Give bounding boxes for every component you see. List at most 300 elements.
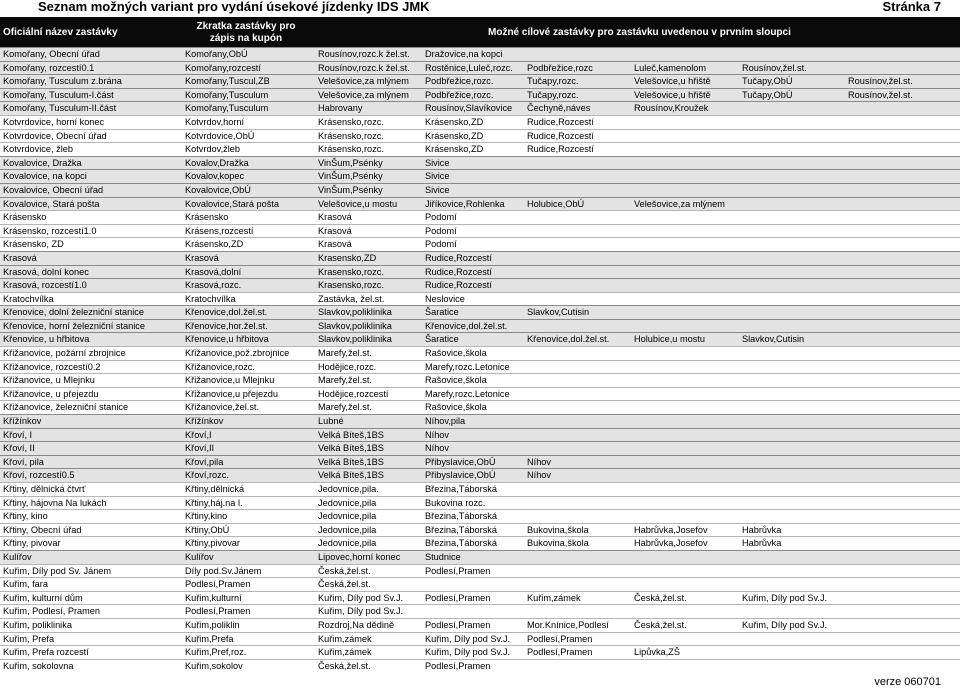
destination-cell [631,224,739,238]
destination-cell: Velešovice,za mlýnem [315,75,422,89]
destination-cell [631,387,739,401]
destination-cell [845,360,960,374]
destination-cell: Tučapy,rozc. [524,88,631,102]
destination-cell: Podlesí,Pramen [422,618,524,632]
destination-cell: Slavkov,poliklinika [315,306,422,320]
table-row [0,483,960,497]
destination-cell [631,347,739,361]
destination-cell: VinŠum,Psénky [315,170,422,184]
table-row [0,129,960,143]
stop-abbrev-cell: Díly pod.Sv.Jánem [182,564,315,578]
destination-cell: Habrůvka [739,523,845,537]
destination-cell [845,550,960,564]
destination-cell [524,496,631,510]
stop-name-cell: Křoví, rozcestí0.5 [0,469,182,483]
destination-cell: Kuřim, Díly pod Sv.J. [739,618,845,632]
destination-cell: Březina,Táborská [422,483,524,497]
destination-cell [631,211,739,225]
destination-cell: Slavkov,poliklinika [315,333,422,347]
destination-cell [845,632,960,646]
stop-abbrev-cell: Kovalovice,Stará pošta [182,197,315,211]
destination-cell [631,632,739,646]
destination-cell [845,646,960,660]
destination-cell [739,279,845,293]
stop-name-cell: Kotvrdovice, horní konec [0,115,182,129]
destination-cell [845,238,960,252]
table-row [0,415,960,429]
destination-cell [631,265,739,279]
version-label: verze 060701 [874,676,941,688]
destination-cell: Habrovany [315,102,422,116]
stop-abbrev-cell: Podlesí,Pramen [182,578,315,592]
destination-cell [631,510,739,524]
stop-name-cell: Křenovice, horní železniční stanice [0,319,182,333]
destination-cell [739,510,845,524]
stop-name-cell: Kotvrdovice, Obecní úřad [0,129,182,143]
stop-abbrev-cell: Křenovice,hor.žel.st. [182,319,315,333]
table-row [0,496,960,510]
destination-cell: Česká,žel.st. [315,659,422,672]
destination-cell: Tučapy,rozc. [524,75,631,89]
stop-name-cell: Krasová, dolní konec [0,265,182,279]
destination-cell [845,387,960,401]
destination-cell: Slavkov,Cutisin [524,306,631,320]
destination-cell [845,605,960,619]
table-row [0,537,960,551]
destination-cell [845,347,960,361]
destination-cell: Neslovice [422,292,524,306]
destination-cell [739,306,845,320]
stop-abbrev-cell: Komořany,rozcestí [182,61,315,75]
destination-cell [631,183,739,197]
stop-abbrev-cell: Křtiny,dělnická [182,483,315,497]
destination-cell [524,224,631,238]
destination-cell [845,197,960,211]
stop-abbrev-cell: Kovalov,Dražka [182,156,315,170]
destination-cell: Křenovice,dol.žel.st. [524,333,631,347]
stops-table [0,47,960,672]
destination-cell: Krasensko,rozc. [315,265,422,279]
destination-cell: Dražovice,na kopci [422,48,524,62]
stop-name-cell: Křižanovice, u přejezdu [0,387,182,401]
destination-cell: Holubice,ObÚ [524,197,631,211]
destination-cell: Rousínov,žel.st. [845,75,960,89]
destination-cell: VinŠum,Psénky [315,183,422,197]
destination-cell: Podomí [422,238,524,252]
stop-abbrev-cell: Komořany,Tusculum [182,102,315,116]
destination-cell: Podlesí,Pramen [422,591,524,605]
stop-abbrev-cell: Kovalov,kopec [182,170,315,184]
destination-cell: Jedovnice,pila. [315,483,422,497]
stop-abbrev-cell: Křižanovice,rozc. [182,360,315,374]
destination-cell: Velká Bíteš,1BS [315,455,422,469]
destination-cell [845,415,960,429]
stop-name-cell: Kuřim, Podlesí, Pramen [0,605,182,619]
destination-cell [524,510,631,524]
destination-cell [845,523,960,537]
destination-cell: Lipovec,horní konec [315,550,422,564]
stop-abbrev-cell: Komořany,ObÚ [182,48,315,62]
destination-cell [524,550,631,564]
destination-cell: Bukovina,škola [524,523,631,537]
stop-abbrev-cell: Krasová,rozc. [182,279,315,293]
destination-cell [739,292,845,306]
destination-cell: Krásensko,rozc. [315,143,422,157]
destination-cell [739,387,845,401]
destination-cell: Kuřim, Díly pod Sv.J. [422,646,524,660]
page-title: Seznam možných variant pro vydání úsekové jízdenky IDS JMK [38,0,430,14]
destination-cell: Slavkov,Cutisin [739,333,845,347]
stop-abbrev-cell: Křížínkov [182,415,315,429]
table-row [0,156,960,170]
destination-cell: Bukovina rozc. [422,496,524,510]
destination-cell [845,251,960,265]
destination-cell: Přibyslavice,ObÚ [422,455,524,469]
page-number: Stránka 7 [882,0,941,14]
destination-cell: Holubice,u mostu [631,333,739,347]
destination-cell [739,183,845,197]
stop-name-cell: Křtiny, pivovar [0,537,182,551]
destination-cell [631,306,739,320]
destination-cell [739,102,845,116]
destination-cell [524,48,631,62]
destination-cell: Rašovice,škola [422,374,524,388]
destination-cell: Šaratice [422,306,524,320]
table-row [0,387,960,401]
destination-cell [739,360,845,374]
destination-cell: Velká Bíteš,1BS [315,469,422,483]
stop-abbrev-cell: Křoví,I [182,428,315,442]
table-header [0,17,960,47]
stop-name-cell: Křtiny, kino [0,510,182,524]
destination-cell [739,143,845,157]
destination-cell: Krásensko,rozc. [315,129,422,143]
stop-name-cell: Krásensko [0,211,182,225]
stop-abbrev-cell: Krásensko,ZD [182,238,315,252]
table-row [0,306,960,320]
destination-cell: Velká Bíteš,1BS [315,442,422,456]
destination-cell: Rousínov,žel.st. [845,88,960,102]
stop-name-cell: Křoví, I [0,428,182,442]
destination-cell: Podbřežice,rozc [524,61,631,75]
destination-cell: Slavkov,poliklinika [315,319,422,333]
destination-cell: Sivice [422,170,524,184]
destination-cell [845,224,960,238]
destination-cell [739,455,845,469]
destination-cell: Sivice [422,156,524,170]
destination-cell [845,279,960,293]
table-row [0,523,960,537]
destination-cell: Habrůvka,Josefov [631,537,739,551]
destination-cell [739,224,845,238]
destination-cell [845,48,960,62]
table-row [0,442,960,456]
destination-cell [845,483,960,497]
destination-cell [739,605,845,619]
table-row [0,224,960,238]
destination-cell [631,156,739,170]
destination-cell: Habrůvka [739,537,845,551]
stop-name-cell: Křtiny, Obecní úřad [0,523,182,537]
destination-cell [524,578,631,592]
destination-cell: Marefy,rozc.Letonice [422,360,524,374]
stop-name-cell: Kuřim, poliklinika [0,618,182,632]
destination-cell: Marefy,žel.st. [315,374,422,388]
destination-cell [524,347,631,361]
stop-name-cell: Kovalovice, Stará pošta [0,197,182,211]
destination-cell [524,415,631,429]
stop-abbrev-cell: Křižanovice,pož.zbrojnice [182,347,315,361]
destination-cell [631,550,739,564]
destination-cell: Velešovice,za mlýnem [315,88,422,102]
stop-abbrev-cell: Křtiny,kino [182,510,315,524]
stop-name-cell: Kuřim, Díly pod Sv. Jánem [0,564,182,578]
stop-abbrev-cell: Křižanovice,žel.st. [182,401,315,415]
destination-cell: Hodějice,rozcestí [315,387,422,401]
destination-cell: Velká Bíteš,1BS [315,428,422,442]
destination-cell: Kuřim,zámek [524,591,631,605]
stop-abbrev-cell: Kotvrdovice,ObÚ [182,129,315,143]
destination-cell: Hodějice,rozc. [315,360,422,374]
destination-cell [739,496,845,510]
stop-name-cell: Křenovice, dolní železniční stanice [0,306,182,320]
table-row [0,646,960,660]
destination-cell [845,170,960,184]
destination-cell: Marefy,žel.st. [315,401,422,415]
stop-name-cell: Křoví, pila [0,455,182,469]
destination-cell: Čechyně,náves [524,102,631,116]
destination-cell [739,483,845,497]
destination-cell: Marefy,žel.st. [315,347,422,361]
destination-cell: Marefy,rozc.Letonice [422,387,524,401]
destination-cell [631,659,739,672]
destination-cell: Krásensko,ZD [422,129,524,143]
stop-name-cell: Kovalovice, Dražka [0,156,182,170]
destination-cell: Kuřim, Díly pod Sv.J. [739,591,845,605]
destination-cell [524,401,631,415]
destination-cell: Níhov,pila [422,415,524,429]
destination-cell: Mor.Knínice,Podlesí [524,618,631,632]
destination-cell [845,469,960,483]
destination-cell [845,578,960,592]
destination-cell [739,442,845,456]
destination-cell [739,347,845,361]
stop-name-cell: Komořany, Tusculum-I.část [0,88,182,102]
destination-cell [631,605,739,619]
table-row [0,455,960,469]
table-row [0,48,960,62]
destination-cell: Luleč,kamenolom [631,61,739,75]
destination-cell [739,646,845,660]
destination-cell: Rousínov,žel.st. [739,61,845,75]
destination-cell [524,564,631,578]
destination-cell: Přibyslavice,ObÚ [422,469,524,483]
destination-cell: Rousínov,Kroužek [631,102,739,116]
destination-cell [739,115,845,129]
destination-cell: Tučapy,ObÚ [739,75,845,89]
destination-cell: VinŠum,Psénky [315,156,422,170]
destination-cell [524,360,631,374]
destination-cell: Zastávka, žel.st. [315,292,422,306]
destination-cell: Rašovice,škola [422,347,524,361]
stop-name-cell: Křižanovice, u Mlejnku [0,374,182,388]
stop-abbrev-cell: Kratochvílka [182,292,315,306]
destination-cell: Níhov [524,469,631,483]
destination-cell [845,183,960,197]
destination-cell [631,428,739,442]
stop-abbrev-cell: Křenovice,dol.žel.st. [182,306,315,320]
destination-cell [739,170,845,184]
destination-cell [739,129,845,143]
destination-cell [631,401,739,415]
destination-cell: Rousínov,rozc.k žel.st. [315,48,422,62]
table-row [0,659,960,672]
stop-abbrev-cell: Kuřim,kulturní [182,591,315,605]
stop-abbrev-cell: Kuřim,poliklin [182,618,315,632]
destination-cell: Kuřim,zámek [315,632,422,646]
stop-name-cell: Krasová [0,251,182,265]
destination-cell [845,428,960,442]
destination-cell [631,279,739,293]
destination-cell [631,442,739,456]
destination-cell [524,442,631,456]
destination-cell [739,238,845,252]
destination-cell: Podlesí,Pramen [524,646,631,660]
destination-cell [524,483,631,497]
destination-cell [845,537,960,551]
destination-cell: Bukovina,škola [524,537,631,551]
destination-cell: Březina,Táborská [422,537,524,551]
destination-cell [845,156,960,170]
table-row [0,401,960,415]
destination-cell: Rudice,Rozcestí [422,279,524,293]
stop-abbrev-cell: Křoví,rozc. [182,469,315,483]
stop-abbrev-cell: Křižanovice,u přejezdu [182,387,315,401]
stop-abbrev-cell: Podlesí,Pramen [182,605,315,619]
destination-cell [739,48,845,62]
destination-cell: Rudice,Rozcestí [524,115,631,129]
destination-cell [631,469,739,483]
stop-name-cell: Kotvrdovice, žleb [0,143,182,157]
table-row [0,170,960,184]
stop-name-cell: Kovalovice, Obecní úřad [0,183,182,197]
destination-cell: Jedovnice,pila [315,523,422,537]
destination-cell [524,211,631,225]
table-row [0,428,960,442]
stop-abbrev-cell: Krásensko [182,211,315,225]
stop-name-cell: Krásensko, rozcestí1.0 [0,224,182,238]
destination-cell [739,265,845,279]
table-row [0,510,960,524]
destination-cell: Krasensko,rozc. [315,279,422,293]
table-row [0,115,960,129]
table-row [0,251,960,265]
stop-name-cell: Křižanovice, požární zbrojnice [0,347,182,361]
destination-cell [524,265,631,279]
stop-name-cell: Kuřim, fara [0,578,182,592]
destination-cell [739,659,845,672]
stop-name-cell: Kuřim, sokolovna [0,659,182,672]
destination-cell [739,564,845,578]
destination-cell: Březina,Táborská [422,523,524,537]
stop-abbrev-cell: Křenovice,u hřbitova [182,333,315,347]
stop-abbrev-cell: Křižanovice,u Mlejnku [182,374,315,388]
stop-name-cell: Křižanovice, rozcestí0.2 [0,360,182,374]
stop-abbrev-cell: Křoví,pila [182,455,315,469]
stop-name-cell: Krasová, rozcestí1.0 [0,279,182,293]
destination-cell [739,415,845,429]
destination-cell: Níhov [422,428,524,442]
table-row [0,469,960,483]
stop-name-cell: Kulířov [0,550,182,564]
destination-cell [845,306,960,320]
destination-cell: Rašovice,škola [422,401,524,415]
header-official-name: Oficiální název zastávky [3,27,118,38]
destination-cell [631,564,739,578]
destination-cell: Česká,žel.st. [315,578,422,592]
table-row [0,265,960,279]
destination-cell: Velešovice,u hřiště [631,88,739,102]
destination-cell: Níhov [422,442,524,456]
destination-cell [524,428,631,442]
table-row [0,102,960,116]
destination-cell [631,143,739,157]
destination-cell: Kuřim, Díly pod Sv.J. [422,632,524,646]
destination-cell [845,265,960,279]
stop-name-cell: Krásensko, ZD [0,238,182,252]
destination-cell [631,374,739,388]
destination-cell [845,496,960,510]
destination-cell: Podbřežice,rozc. [422,88,524,102]
destination-cell [631,360,739,374]
table-row [0,618,960,632]
destination-cell: Studnice [422,550,524,564]
table-row [0,88,960,102]
destination-cell [631,115,739,129]
destination-cell [845,591,960,605]
destination-cell: Podomí [422,211,524,225]
stop-abbrev-cell: Kovalovice,ObÚ [182,183,315,197]
destination-cell [845,143,960,157]
destination-cell [845,115,960,129]
stop-abbrev-cell: Krasová [182,251,315,265]
destination-cell [524,659,631,672]
table-row [0,632,960,646]
destination-cell: Lipůvka,ZŠ [631,646,739,660]
destination-cell [845,292,960,306]
table-row [0,75,960,89]
destination-cell: Březina,Táborská [422,510,524,524]
destination-cell [845,442,960,456]
destination-cell [739,319,845,333]
destination-cell [845,618,960,632]
destination-cell [845,564,960,578]
stop-name-cell: Křtiny, hájovna Na lukách [0,496,182,510]
header-destinations: Možné cílové zastávky pro zastávku uvedenou v prvním sloupci [488,27,791,38]
destination-cell: Krasová [315,238,422,252]
destination-cell: Krasová [315,211,422,225]
table-row [0,591,960,605]
destination-cell [739,156,845,170]
stop-name-cell: Křížínkov [0,415,182,429]
destination-cell [845,102,960,116]
destination-cell: Krasová [315,224,422,238]
stop-abbrev-cell: Kotvrdov,horní [182,115,315,129]
table-row [0,605,960,619]
stop-abbrev-cell: Krasová,dolní [182,265,315,279]
destination-cell: Rostěnice,Luleč,rozc. [422,61,524,75]
destination-cell: Velešovice,za mlýnem [631,197,739,211]
